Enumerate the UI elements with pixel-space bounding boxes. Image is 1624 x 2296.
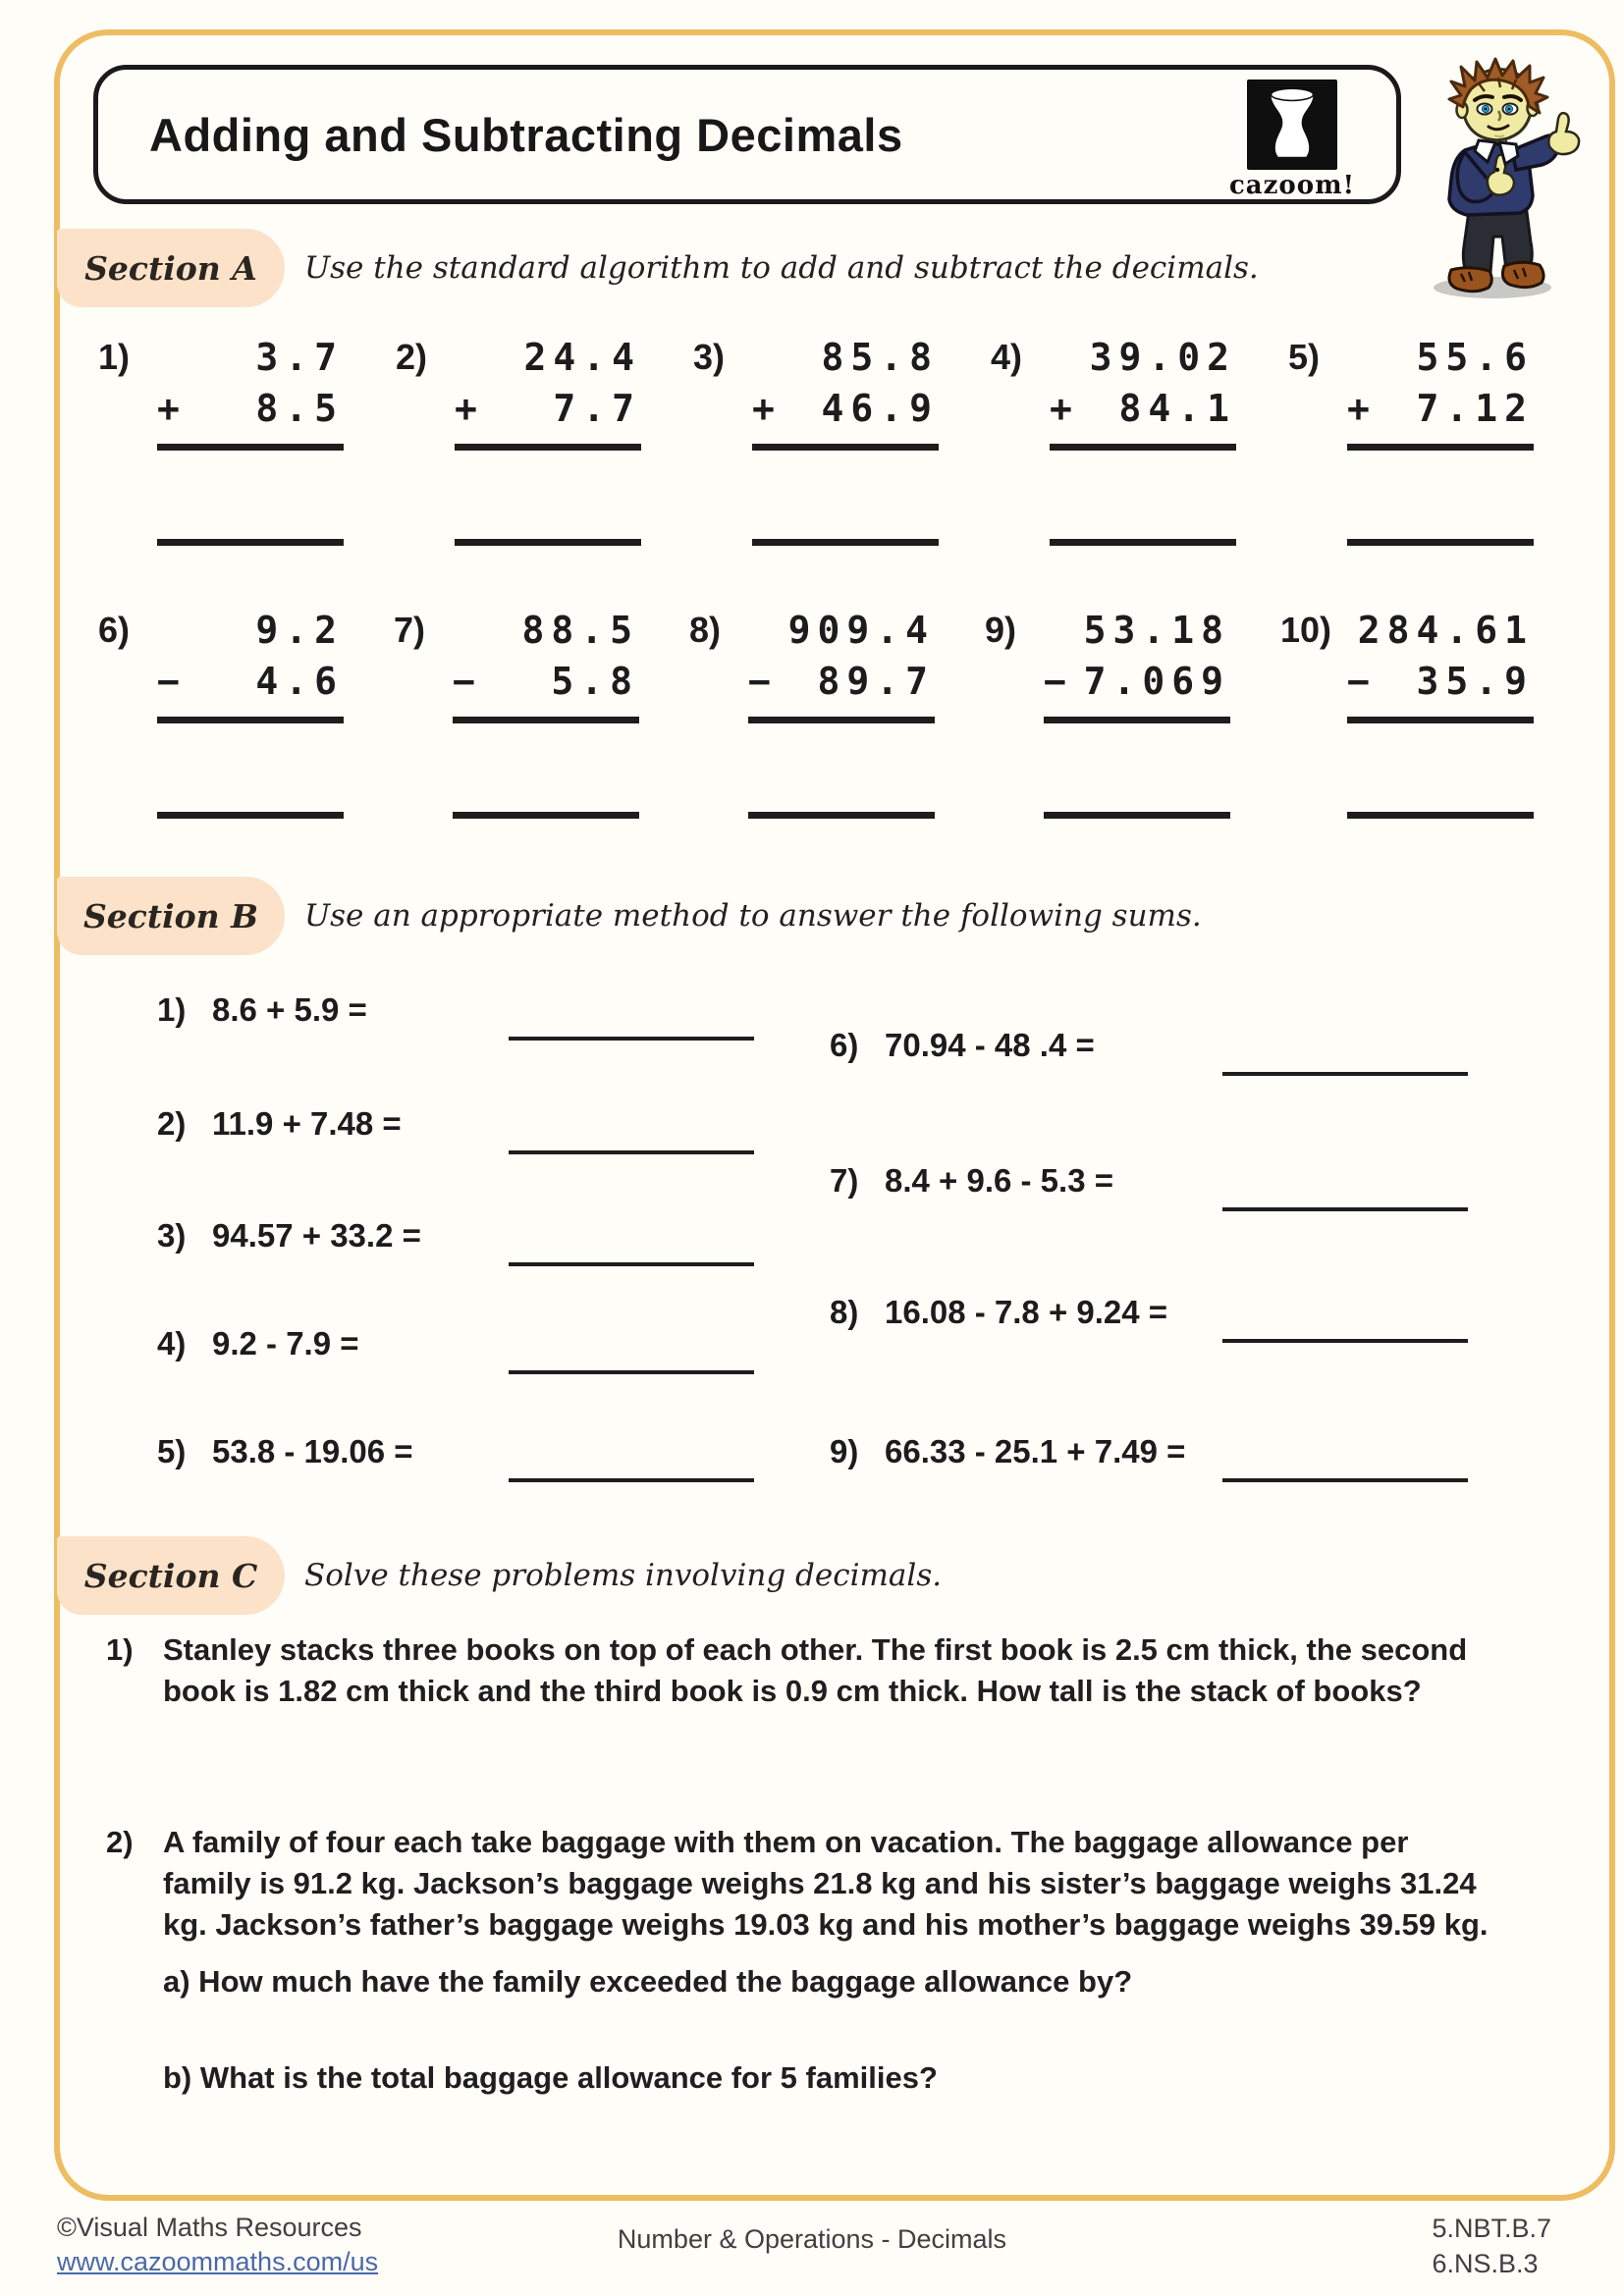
va-problem-2 — [396, 332, 641, 546]
minuend: 909.4 — [787, 609, 935, 652]
footer-topic: Number & Operations - Decimals — [617, 2224, 1007, 2254]
answer-line — [157, 812, 344, 819]
sum-line — [1347, 444, 1534, 451]
sum-line — [752, 444, 939, 451]
problem-number: 2) — [157, 1105, 187, 1142]
sum-line — [453, 717, 639, 723]
subtrahend: 7.069 — [1083, 660, 1230, 703]
c-problem-1 — [106, 1629, 1540, 1712]
cazoom-logo — [1229, 80, 1355, 200]
website-link[interactable]: www.cazoommaths.com/us — [57, 2247, 379, 2276]
addend-top: 55.6 — [1416, 336, 1534, 379]
operator: + — [1347, 387, 1377, 430]
problem-number: 6) — [98, 610, 131, 650]
answer-line — [453, 812, 639, 819]
addend-top: 39.02 — [1089, 336, 1236, 379]
problem-number: 6) — [830, 1027, 859, 1063]
sum-line — [157, 444, 344, 451]
operator: − — [747, 660, 778, 703]
title-box — [93, 65, 1401, 204]
addend-bottom: 46.9 — [821, 387, 939, 430]
addend-bottom: 7.12 — [1416, 387, 1534, 430]
va-problem-8 — [689, 605, 935, 819]
drum-icon — [1247, 80, 1337, 170]
operator: + — [157, 387, 187, 430]
sub-question-a: a) How much have the family exceeded the baggage allowance by? — [163, 1964, 1133, 1999]
subtrahend: 4.6 — [255, 660, 344, 703]
operator: − — [1346, 660, 1377, 703]
word-problem-text: A family of four each take baggage with them on vacation. The baggage allowance per family is 91.2 kg. Jackson’s baggage weighs 21.8 kg and his sister’s baggage weighs 31.24 kg. Jackson’s father’s baggage weighs 19.03 kg and his mother’s baggage weighs 39.59 kg. — [163, 1825, 1489, 1942]
answer-line — [157, 539, 344, 546]
word-problem-text: Stanley stacks three books on top of each other. The first book is 2.5 cm thick, the second book is 1.82 cm thick and the third book is 0.9 cm thick. How tall is the stack of books? — [163, 1632, 1468, 1708]
answer-line — [1347, 812, 1534, 819]
operator: − — [157, 660, 187, 703]
section-a-row-1 — [98, 332, 1534, 546]
section-c-label — [57, 1536, 285, 1615]
expression: 11.9 + 7.48 = — [212, 1105, 402, 1142]
expression: 53.8 - 19.06 = — [212, 1433, 413, 1469]
sum-line — [748, 717, 935, 723]
operator: − — [1043, 660, 1073, 703]
minuend: 284.61 — [1357, 609, 1534, 652]
problem-number: 5) — [157, 1433, 187, 1469]
problem-number: 3) — [157, 1217, 187, 1254]
section-c-label-text: Section C — [83, 1556, 258, 1595]
sum-line — [157, 717, 344, 723]
b-problem-1 — [157, 991, 367, 1046]
expression: 70.94 - 48 .4 = — [885, 1027, 1095, 1063]
answer-line — [1050, 539, 1236, 546]
problem-number: 7) — [393, 610, 425, 650]
sub-question-b: b) What is the total baggage allowance for 5 families? — [163, 2060, 938, 2095]
problem-number: 1) — [106, 1632, 134, 1667]
problem-number: 1) — [157, 991, 187, 1028]
b-problem-5 — [157, 1433, 413, 1488]
problem-number: 7) — [830, 1162, 859, 1199]
section-c-instruction: Solve these problems involving decimals. — [304, 1558, 943, 1593]
va-problem-3 — [693, 332, 939, 546]
logo-wordmark: cazoom! — [1228, 170, 1355, 200]
section-b-label-text: Section B — [82, 896, 259, 935]
subtrahend: 89.7 — [817, 660, 935, 703]
addend-bottom: 8.5 — [255, 387, 344, 430]
sum-line — [1044, 717, 1230, 723]
operator: + — [752, 387, 782, 430]
problem-number: 10) — [1279, 610, 1331, 650]
va-problem-5 — [1288, 332, 1534, 546]
answer-line — [455, 539, 641, 546]
answer-line — [1222, 1072, 1468, 1076]
footer-standards — [1432, 2211, 1551, 2281]
expression: 9.2 - 7.9 = — [212, 1325, 359, 1362]
problem-number: 4) — [157, 1325, 187, 1362]
b-problem-2 — [157, 1105, 402, 1160]
standard-code-1: 5.NBT.B.7 — [1432, 2214, 1551, 2243]
problem-number: 9) — [830, 1433, 859, 1469]
operator: + — [455, 387, 484, 430]
va-problem-9 — [985, 605, 1230, 819]
b-problem-3 — [157, 1217, 421, 1272]
sum-line — [1347, 717, 1534, 723]
section-b-label — [57, 877, 285, 955]
problem-number: 9) — [984, 610, 1016, 650]
b-problem-6 — [830, 1027, 1095, 1082]
problem-number: 1) — [98, 337, 131, 377]
addend-bottom: 7.7 — [553, 387, 641, 430]
answer-line — [509, 1370, 754, 1374]
answer-line — [748, 812, 935, 819]
section-a-label-text: Section A — [84, 248, 257, 288]
subtrahend: 5.8 — [551, 660, 639, 703]
answer-line — [509, 1262, 754, 1266]
b-problem-4 — [157, 1325, 359, 1380]
sum-line — [1050, 444, 1236, 451]
answer-line — [752, 539, 939, 546]
expression: 8.6 + 5.9 = — [212, 991, 367, 1028]
minuend: 53.18 — [1083, 609, 1230, 652]
expression: 66.33 - 25.1 + 7.49 = — [885, 1433, 1186, 1469]
problem-number: 5) — [1288, 337, 1321, 377]
minuend: 9.2 — [255, 609, 344, 652]
va-problem-4 — [991, 332, 1236, 546]
problem-number: 2) — [106, 1825, 134, 1859]
answer-line — [1347, 539, 1534, 546]
operator: + — [1050, 387, 1079, 430]
va-problem-7 — [394, 605, 639, 819]
b-problem-7 — [830, 1162, 1113, 1217]
minuend: 88.5 — [521, 609, 639, 652]
section-a-instruction: Use the standard algorithm to add and subtract the decimals. — [304, 250, 1259, 286]
addend-top: 24.4 — [523, 336, 641, 379]
b-problem-8 — [830, 1294, 1167, 1349]
expression: 8.4 + 9.6 - 5.3 = — [885, 1162, 1113, 1199]
addend-top: 85.8 — [821, 336, 939, 379]
sum-line — [455, 444, 641, 451]
answer-line — [1222, 1339, 1468, 1343]
answer-line — [1222, 1207, 1468, 1211]
va-problem-6 — [98, 605, 344, 819]
answer-line — [1222, 1478, 1468, 1482]
addend-top: 3.7 — [255, 336, 344, 379]
expression: 94.57 + 33.2 = — [212, 1217, 421, 1254]
va-problem-1 — [98, 332, 344, 546]
copyright-text: ©Visual Maths Resources — [57, 2213, 362, 2242]
problem-number: 2) — [396, 337, 428, 377]
operator: − — [452, 660, 482, 703]
problem-number: 3) — [693, 337, 726, 377]
addend-bottom: 84.1 — [1118, 387, 1236, 430]
answer-line — [509, 1478, 754, 1482]
c-problem-2 — [106, 1822, 1540, 2099]
answer-line — [509, 1150, 754, 1154]
problem-number: 4) — [991, 337, 1023, 377]
page-title: Adding and Subtracting Decimals — [149, 108, 903, 161]
b-problem-9 — [830, 1433, 1185, 1488]
subtrahend: 35.9 — [1416, 660, 1534, 703]
problem-number: 8) — [688, 610, 721, 650]
section-a-label — [57, 229, 285, 307]
va-problem-10 — [1280, 605, 1534, 819]
answer-line — [1044, 812, 1230, 819]
standard-code-2: 6.NS.B.3 — [1432, 2249, 1539, 2278]
problem-number: 8) — [830, 1294, 859, 1330]
answer-line — [509, 1037, 754, 1041]
section-a-row-2 — [98, 605, 1534, 819]
section-b-instruction: Use an appropriate method to answer the following sums. — [304, 898, 1202, 934]
expression: 16.08 - 7.8 + 9.24 = — [885, 1294, 1168, 1330]
